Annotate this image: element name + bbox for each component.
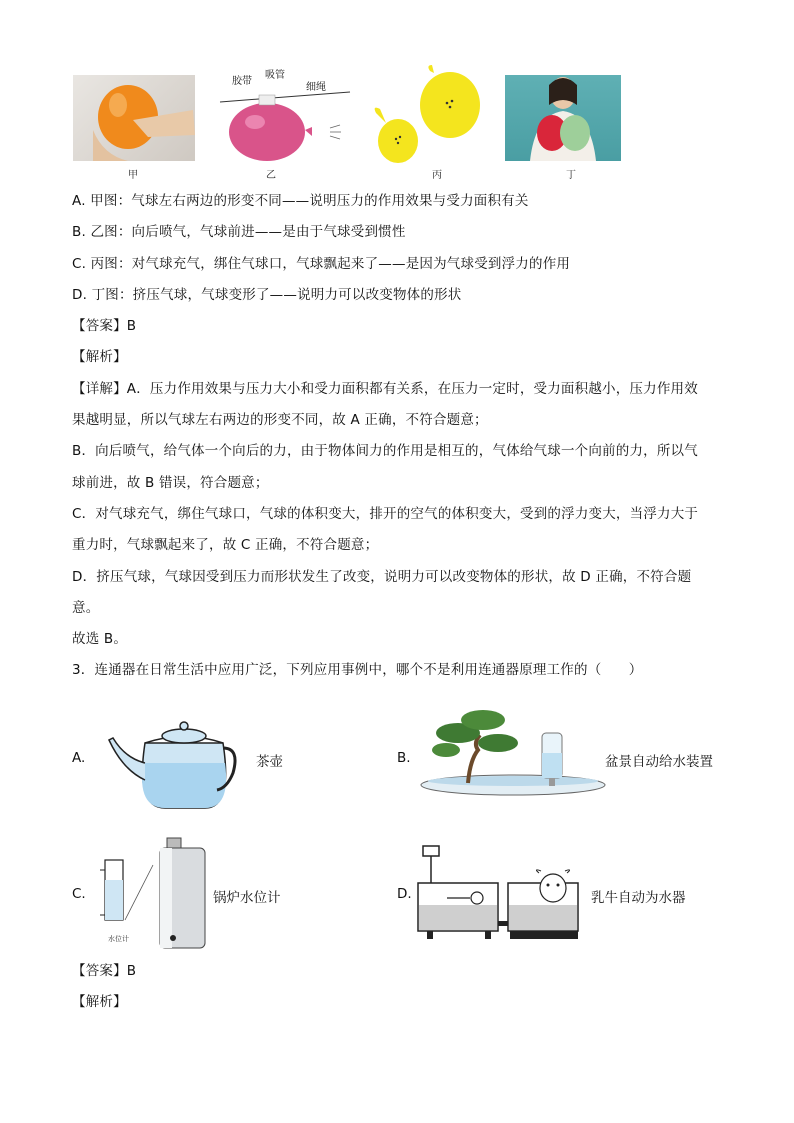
q2-detail-line: 【详解】A．压力作用效果与压力大小和受力面积都有关系，在压力一定时，受力面积越小，压力作用效 xyxy=(72,381,698,397)
caption-yi: 乙 xyxy=(266,170,276,181)
q2-detail-line: C．对气球充气，绑住气球口，气球的体积变大，排开的空气的体积变大，受到的浮力变大，当浮力大于 xyxy=(72,506,699,522)
q2-detail-line: 故选 B。 xyxy=(72,631,128,647)
caption-jia: 甲 xyxy=(128,170,138,181)
q3-option-a-letter: A. xyxy=(72,750,86,766)
figure-ding-image xyxy=(505,75,621,161)
q3-option-d-label: 乳牛自动为水器 xyxy=(591,890,686,906)
q3-option-b-letter: B. xyxy=(397,750,411,766)
q2-detail-line: 球前进，故 B 错误，符合题意； xyxy=(72,475,269,491)
q3-answer: 【答案】B xyxy=(72,963,137,979)
q2-detail-line: 意。 xyxy=(72,600,100,616)
label-straw: 吸管 xyxy=(265,70,285,81)
q2-answer: 【答案】B xyxy=(72,318,137,334)
q3-stem: 3．连通器在日常生活中应用广泛，下列应用事例中，哪个不是利用连通器原理工作的（ ） xyxy=(72,662,643,678)
water-gauge-label: 水位计 xyxy=(108,935,129,943)
figure-jia-image xyxy=(73,75,195,161)
q3-option-a-label: 茶壶 xyxy=(256,754,283,770)
q2-option-a: A. 甲图：气球左右两边的形变不同——说明压力的作用效果与受力面积有关 xyxy=(72,193,529,209)
label-string: 细绳 xyxy=(306,82,326,93)
cow-waterer-image xyxy=(415,843,585,943)
q3-option-b-label: 盆景自动给水装置 xyxy=(605,754,713,770)
q3-option-c-label: 锅炉水位计 xyxy=(213,890,281,906)
q2-option-c: C. 丙图：对气球充气，绑住气球口，气球飘起来了——是因为气球受到浮力的作用 xyxy=(72,256,571,272)
bonsai-image xyxy=(418,705,608,805)
q2-detail-line: B．向后喷气，给气体一个向后的力，由于物体间力的作用是相互的，气体给气球一个向前的力，所以气 xyxy=(72,443,698,459)
teapot-image xyxy=(105,708,240,813)
q3-option-d-letter: D. xyxy=(397,886,412,902)
q2-detail-line: 果越明显，所以气球左右两边的形变不同，故 A 正确，不符合题意； xyxy=(72,412,488,428)
q3-analysis-heading: 【解析】 xyxy=(72,994,127,1010)
q2-detail-line: 重力时，气球飘起来了，故 C 正确，不符合题意； xyxy=(72,537,379,553)
figure-bing-image xyxy=(368,63,483,168)
q2-analysis-heading: 【解析】 xyxy=(72,349,127,365)
q2-option-b: B. 乙图：向后喷气，气球前进——是由于气球受到惯性 xyxy=(72,224,406,240)
caption-bing: 丙 xyxy=(432,170,442,181)
q3-option-c-letter: C. xyxy=(72,886,86,902)
label-tape: 胶带 xyxy=(232,76,252,87)
q2-detail-line: D．挤压气球，气球因受到压力而形状发生了改变，说明力可以改变物体的形状，故 D 正确，不符合题 xyxy=(72,569,692,585)
caption-ding: 丁 xyxy=(566,170,576,181)
q2-option-d: D. 丁图：挤压气球，气球变形了——说明力可以改变物体的形状 xyxy=(72,287,462,303)
